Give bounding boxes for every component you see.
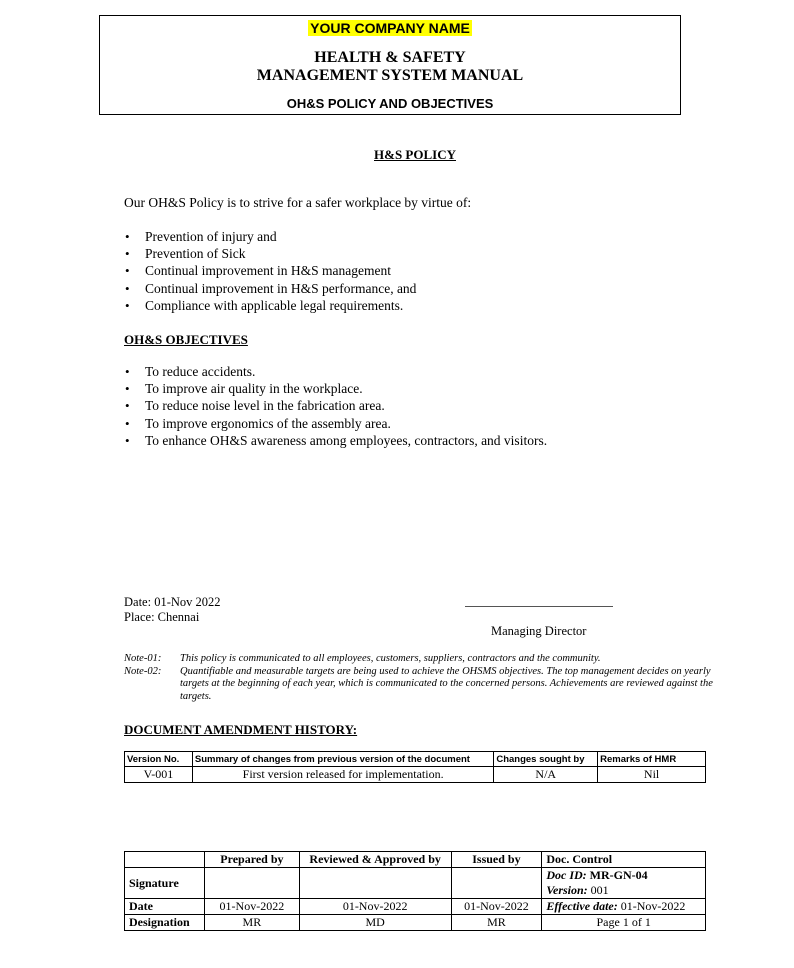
list-item: • Prevention of injury and xyxy=(124,228,416,245)
manual-title-line1: HEALTH & SAFETY xyxy=(314,49,466,66)
table-cell: First version released for implementation. xyxy=(192,767,493,783)
column-header-prepared: Prepared by xyxy=(204,852,299,868)
table-cell: MR xyxy=(451,915,542,931)
note-row xyxy=(124,666,714,704)
note-label: Note-02: xyxy=(124,665,162,677)
policy-list xyxy=(124,228,416,314)
effective-date: Effective date: 01-Nov-2022 xyxy=(542,899,706,915)
signature-cell xyxy=(299,868,451,899)
list-item: • Continual improvement in H&S performance, and xyxy=(124,280,416,297)
list-item: • To improve air quality in the workplace. xyxy=(124,380,547,397)
column-header: Changes sought by xyxy=(494,752,598,767)
row-label-designation: Designation xyxy=(125,915,205,931)
notes-block xyxy=(124,653,714,703)
column-header-reviewed: Reviewed & Approved by xyxy=(299,852,451,868)
policy-date: Date: 01-Nov 2022 xyxy=(124,595,221,609)
policy-place: Place: Chennai xyxy=(124,610,200,624)
signature-table xyxy=(124,851,706,931)
page-number: Page 1 of 1 xyxy=(542,915,706,931)
table-header-row xyxy=(125,852,706,868)
document-header xyxy=(99,15,681,115)
amendment-table xyxy=(124,751,706,783)
table-header-row xyxy=(125,752,706,767)
row-label-date: Date xyxy=(125,899,205,915)
list-item: • Continual improvement in H&S management xyxy=(124,262,416,279)
policy-intro: Our OH&S Policy is to strive for a safer workplace by virtue of: xyxy=(124,195,472,210)
doc-id: Doc ID: MR-GN-04 xyxy=(542,868,706,884)
signature-cell xyxy=(451,868,542,899)
note-text: Quantifiable and measurable targets are being used to achieve the OHSMS objectives. The top management decides on yearly targets at the beginning of each year, which is communicated to the concerned persons. Achievements are reviewed against the targets. xyxy=(180,665,713,702)
date-place-block xyxy=(124,595,221,625)
doc-version: Version: 001 xyxy=(542,883,706,899)
column-header: Remarks of HMR xyxy=(598,752,706,767)
table-cell: 01-Nov-2022 xyxy=(204,899,299,915)
list-item: • To enhance OH&S awareness among employees, contractors, and visitors. xyxy=(124,432,547,449)
manual-title-line2: MANAGEMENT SYSTEM MANUAL xyxy=(256,67,524,84)
note-row xyxy=(124,653,714,666)
note-text: This policy is communicated to all employees, customers, suppliers, contractors and the community. xyxy=(180,653,601,664)
objectives-list xyxy=(124,363,547,449)
table-row xyxy=(125,899,706,915)
list-item: • Compliance with applicable legal requirements. xyxy=(124,297,416,314)
table-row xyxy=(125,915,706,931)
table-cell: 01-Nov-2022 xyxy=(451,899,542,915)
table-cell: V-001 xyxy=(125,767,193,783)
row-label-signature: Signature xyxy=(125,868,205,899)
amendment-heading: DOCUMENT AMENDMENT HISTORY: xyxy=(124,722,358,737)
table-cell: N/A xyxy=(494,767,598,783)
signature-cell xyxy=(204,868,299,899)
signature-line xyxy=(465,606,613,607)
list-item: • To improve ergonomics of the assembly area. xyxy=(124,415,547,432)
table-row xyxy=(125,767,706,783)
table-cell: MR xyxy=(204,915,299,931)
column-header: Summary of changes from previous version of the document xyxy=(192,752,493,767)
policy-heading: H&S POLICY xyxy=(374,147,456,162)
company-name: YOUR COMPANY NAME xyxy=(310,20,470,36)
column-header-doc-control: Doc. Control xyxy=(542,852,706,868)
table-cell: MD xyxy=(299,915,451,931)
list-item: • Prevention of Sick xyxy=(124,245,416,262)
note-label: Note-01: xyxy=(124,653,162,664)
list-item: • To reduce noise level in the fabrication area. xyxy=(124,397,547,414)
column-header-issued: Issued by xyxy=(451,852,542,868)
table-cell: 01-Nov-2022 xyxy=(299,899,451,915)
column-header: Version No. xyxy=(125,752,193,767)
signatory-title: Managing Director xyxy=(491,624,587,638)
list-item: • To reduce accidents. xyxy=(124,363,547,380)
manual-subtitle: OH&S POLICY AND OBJECTIVES xyxy=(286,96,494,111)
table-cell: Nil xyxy=(598,767,706,783)
table-row xyxy=(125,868,706,884)
manual-title xyxy=(100,49,680,85)
objectives-heading: OH&S OBJECTIVES xyxy=(124,332,248,347)
